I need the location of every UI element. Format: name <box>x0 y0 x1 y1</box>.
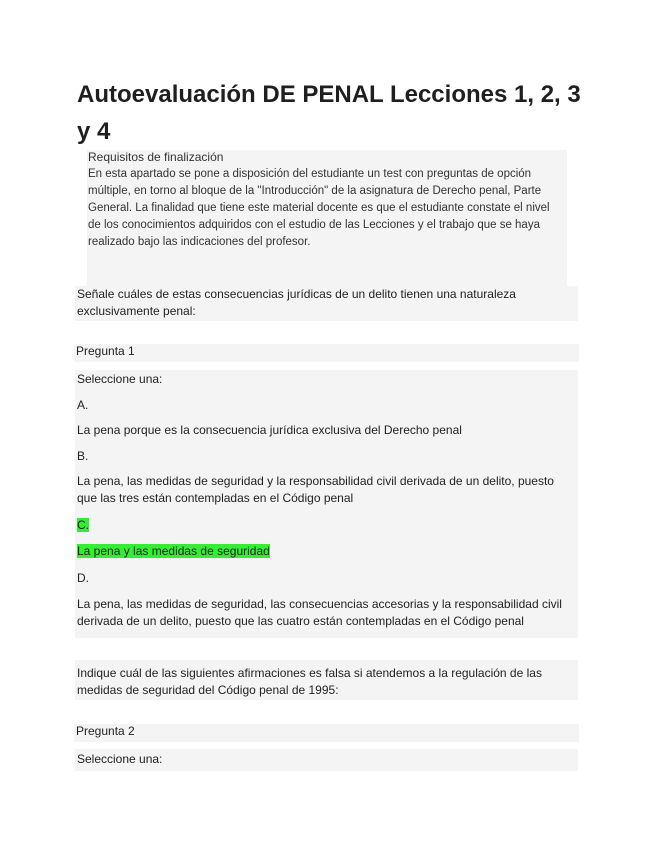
question-2-label: Pregunta 2 <box>76 724 135 738</box>
question-2-statement: Indique cuál de las siguientes afirmaciones es falsa si atendemos a la regulación de las medidas de seguridad del Código penal de 1995: <box>77 666 542 697</box>
requirements-heading: Requisitos de finalización <box>88 150 224 164</box>
question-2-header <box>74 724 579 742</box>
option-c-text-row[interactable] <box>77 543 577 560</box>
option-c-text[interactable]: La pena y las medidas de seguridad <box>77 544 270 558</box>
option-d-letter[interactable]: D. <box>77 571 89 585</box>
question-1-label: Pregunta 1 <box>76 344 135 358</box>
question-1-statement: Señale cuáles de estas consecuencias jurídicas de un delito tienen una naturaleza exclusivamente penal: <box>77 287 516 318</box>
question-1-prompt: Seleccione una: <box>77 372 163 386</box>
requirements-text: En esta apartado se pone a disposición del estudiante un test con preguntas de opción múltiple, en torno al bloque de la "Introducción" de la asignatura de Derecho penal, Parte General. La finalidad que tiene este material docente es que el estudiante constate el nivel de los conocimientos adquiridos con el estudio de las Lecciones y el trabajo que se haya realizado bajo las indicaciones del profesor. <box>88 168 550 248</box>
option-d-text[interactable]: La pena, las medidas de seguridad, las consecuencias accesorias y la responsabilidad civil derivada de un delito, puesto que las cuatro están contempladas en el Código penal <box>77 597 562 628</box>
option-a-text[interactable]: La pena porque es la consecuencia jurídica exclusiva del Derecho penal <box>77 423 462 437</box>
requirements-box <box>87 150 567 286</box>
question-2-prompt: Seleccione una: <box>77 752 163 766</box>
option-a-letter[interactable]: A. <box>77 398 89 412</box>
page-title: Autoevaluación DE PENAL Lecciones 1, 2, 3 y 4 <box>77 81 581 145</box>
question-1-header <box>74 344 579 362</box>
option-b-text[interactable]: La pena, las medidas de seguridad y la responsabilidad civil derivada de un delito, puesto que las tres están contempladas en el Código penal <box>77 474 554 505</box>
option-c-letter-row[interactable] <box>77 517 577 534</box>
option-c-letter[interactable]: C. <box>77 518 89 532</box>
option-b-letter[interactable]: B. <box>77 449 89 463</box>
